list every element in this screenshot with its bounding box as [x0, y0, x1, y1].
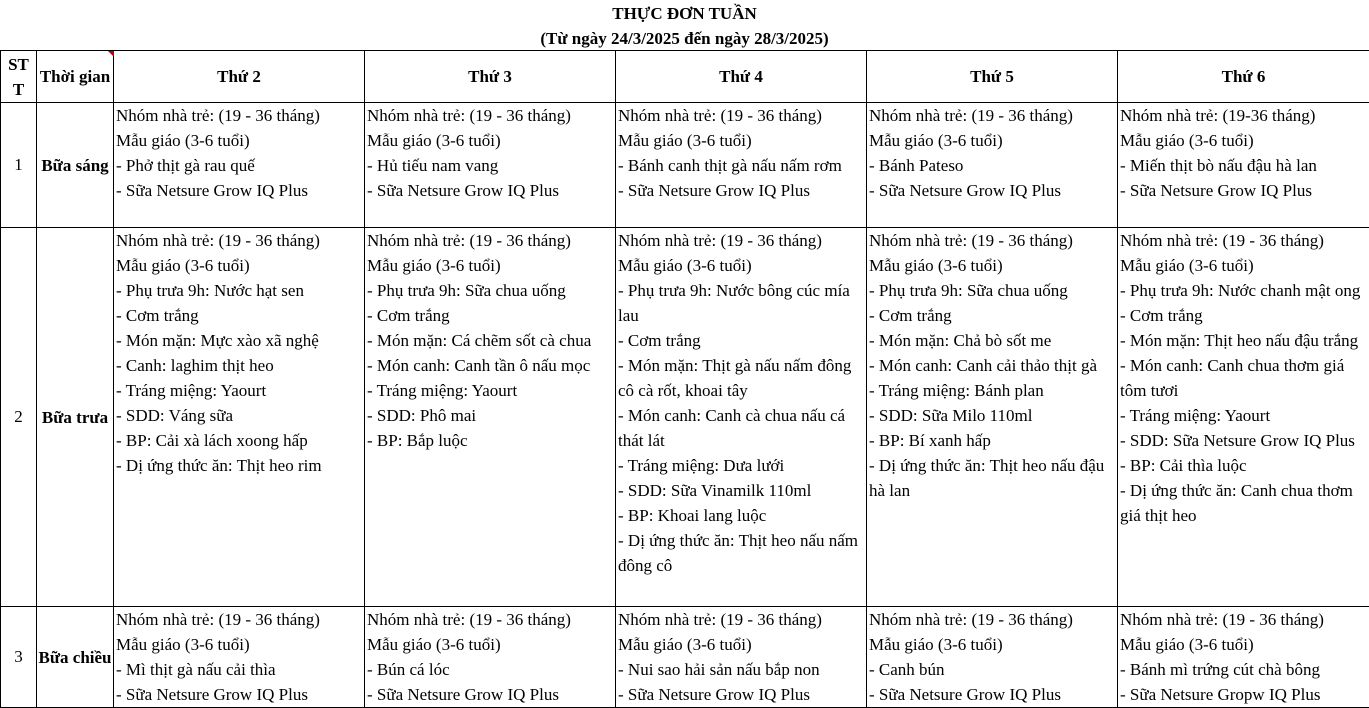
menu-line: - SDD: Váng sữa [116, 403, 362, 428]
menu-line: Nhóm nhà trẻ: (19 - 36 tháng) [116, 607, 362, 632]
menu-line: - Bánh mì trứng cút chà bông [1120, 657, 1367, 682]
menu-line: - Món canh: Canh chua thơm giá tôm tươi [1120, 353, 1367, 403]
header-day-fri: Thứ 6 [1118, 51, 1369, 103]
table-row [1, 103, 1369, 228]
menu-line: - Sữa Netsure Grow IQ Plus [869, 682, 1115, 707]
menu-line: Nhóm nhà trẻ: (19 - 36 tháng) [367, 103, 613, 128]
menu-line: Mẫu giáo (3-6 tuổi) [869, 128, 1115, 153]
row-number: 1 [1, 103, 37, 228]
menu-line: - Sữa Netsure Grow IQ Plus [869, 178, 1115, 203]
menu-line: - Món canh: Canh cải thảo thịt gà [869, 353, 1115, 378]
menu-line: - Hủ tiếu nam vang [367, 153, 613, 178]
menu-line: - SDD: Sữa Vinamilk 110ml [618, 478, 864, 503]
menu-line: - Phụ trưa 9h: Nước hạt sen [116, 278, 362, 303]
menu-line: - Sữa Netsure Grow IQ Plus [1120, 178, 1367, 203]
menu-line: - Phụ trưa 9h: Nước bông cúc mía lau [618, 278, 864, 328]
menu-line: Mẫu giáo (3-6 tuổi) [1120, 632, 1367, 657]
menu-line: - Cơm trắng [1120, 303, 1367, 328]
menu-line: - Tráng miệng: Yaourt [1120, 403, 1367, 428]
menu-line: - Món mặn: Thịt heo nấu đậu trắng [1120, 328, 1367, 353]
menu-line: Mẫu giáo (3-6 tuổi) [116, 128, 362, 153]
menu-line: Nhóm nhà trẻ: (19 - 36 tháng) [869, 228, 1115, 253]
menu-cell-thu [867, 228, 1118, 607]
menu-line: - Phở thịt gà rau quế [116, 153, 362, 178]
menu-line: - BP: Bí xanh hấp [869, 428, 1115, 453]
menu-line: Nhóm nhà trẻ: (19 - 36 tháng) [116, 228, 362, 253]
menu-line: - Dị ứng thức ăn: Thịt heo nấu đậu hà lan [869, 453, 1115, 503]
menu-line: - Sữa Netsure Grow IQ Plus [116, 178, 362, 203]
menu-line: Nhóm nhà trẻ: (19 - 36 tháng) [367, 607, 613, 632]
header-day-wed: Thứ 4 [616, 51, 867, 103]
menu-line: - Sữa Netsure Gropw IQ Plus [1120, 682, 1367, 707]
menu-line: - Món mặn: Thịt gà nấu nấm đông cô cà rốt, khoai tây [618, 353, 864, 403]
menu-line: Nhóm nhà trẻ: (19 - 36 tháng) [618, 228, 864, 253]
menu-line: - Dị ứng thức ăn: Thịt heo nấu nấm đông cô [618, 528, 864, 578]
menu-line: Mẫu giáo (3-6 tuổi) [116, 253, 362, 278]
menu-line: - Tráng miệng: Yaourt [116, 378, 362, 403]
menu-line: - Canh bún [869, 657, 1115, 682]
menu-line: - Bánh canh thịt gà nấu nấm rơm [618, 153, 864, 178]
menu-line: - Phụ trưa 9h: Nước chanh mật ong [1120, 278, 1367, 303]
menu-line: - BP: Khoai lang luộc [618, 503, 864, 528]
header-day-thu: Thứ 5 [867, 51, 1118, 103]
menu-cell-mon [114, 228, 365, 607]
menu-cell-wed [616, 607, 867, 708]
menu-line: - SDD: Sữa Netsure Grow IQ Plus [1120, 428, 1367, 453]
menu-line: - Phụ trưa 9h: Sữa chua uống [869, 278, 1115, 303]
menu-line: - BP: Cải xà lách xoong hấp [116, 428, 362, 453]
menu-cell-fri [1118, 103, 1369, 228]
menu-cell-fri [1118, 228, 1369, 607]
menu-line: - Tráng miệng: Dưa lưới [618, 453, 864, 478]
row-number: 2 [1, 228, 37, 607]
menu-line: - Mì thịt gà nấu cải thìa [116, 657, 362, 682]
menu-cell-mon [114, 607, 365, 708]
menu-line: - SDD: Sữa Milo 110ml [869, 403, 1115, 428]
menu-line: Mẫu giáo (3-6 tuổi) [367, 632, 613, 657]
menu-line: - Món mặn: Chả bò sốt me [869, 328, 1115, 353]
menu-cell-wed [616, 228, 867, 607]
row-number: 3 [1, 607, 37, 708]
menu-line: - Cơm trắng [367, 303, 613, 328]
menu-title: THỰC ĐƠN TUẦN [0, 4, 1369, 24]
menu-line: - Dị ứng thức ăn: Thịt heo rim [116, 453, 362, 478]
menu-line: Mẫu giáo (3-6 tuổi) [1120, 253, 1367, 278]
menu-line: - Sữa Netsure Grow IQ Plus [618, 178, 864, 203]
menu-line: Nhóm nhà trẻ: (19 - 36 tháng) [618, 103, 864, 128]
menu-line: Nhóm nhà trẻ: (19 - 36 tháng) [618, 607, 864, 632]
header-day-tue: Thứ 3 [365, 51, 616, 103]
weekly-menu-table [0, 50, 1369, 708]
menu-line: - Sữa Netsure Grow IQ Plus [618, 682, 864, 707]
menu-line: Mẫu giáo (3-6 tuổi) [618, 253, 864, 278]
menu-line: Nhóm nhà trẻ: (19-36 tháng) [1120, 103, 1367, 128]
menu-line: Nhóm nhà trẻ: (19 - 36 tháng) [1120, 228, 1367, 253]
menu-line: - Tráng miệng: Bánh plan [869, 378, 1115, 403]
menu-line: Nhóm nhà trẻ: (19 - 36 tháng) [869, 607, 1115, 632]
menu-line: - BP: Cải thìa luộc [1120, 453, 1367, 478]
menu-date-range: (Từ ngày 24/3/2025 đến ngày 28/3/2025) [0, 29, 1369, 49]
menu-line: Nhóm nhà trẻ: (19 - 36 tháng) [116, 103, 362, 128]
meal-name: Bữa sáng [37, 103, 114, 228]
menu-line: - Nui sao hải sản nấu bắp non [618, 657, 864, 682]
menu-line: Nhóm nhà trẻ: (19 - 36 tháng) [367, 228, 613, 253]
menu-line: - Cơm trắng [116, 303, 362, 328]
menu-line: - Sữa Netsure Grow IQ Plus [116, 682, 362, 707]
menu-line: Mẫu giáo (3-6 tuổi) [869, 632, 1115, 657]
menu-line: Mẫu giáo (3-6 tuổi) [1120, 128, 1367, 153]
menu-cell-thu [867, 607, 1118, 708]
menu-line: - Món mặn: Cá chẽm sốt cà chua [367, 328, 613, 353]
menu-line: - Món mặn: Mực xào xã nghệ [116, 328, 362, 353]
menu-line: Mẫu giáo (3-6 tuổi) [869, 253, 1115, 278]
menu-line: Mẫu giáo (3-6 tuổi) [367, 253, 613, 278]
menu-line: - BP: Bắp luộc [367, 428, 613, 453]
menu-line: - Cơm trắng [869, 303, 1115, 328]
menu-line: - Canh: laghim thịt heo [116, 353, 362, 378]
menu-line: Nhóm nhà trẻ: (19 - 36 tháng) [869, 103, 1115, 128]
comment-indicator-icon [108, 51, 114, 57]
menu-line: - Cơm trắng [618, 328, 864, 353]
meal-name: Bữa trưa [37, 228, 114, 607]
menu-line: - Phụ trưa 9h: Sữa chua uống [367, 278, 613, 303]
menu-cell-thu [867, 103, 1118, 228]
header-stt: ST T [1, 51, 37, 103]
menu-line: - Sữa Netsure Grow IQ Plus [367, 178, 613, 203]
header-day-mon: Thứ 2 [114, 51, 365, 103]
menu-line: Mẫu giáo (3-6 tuổi) [618, 128, 864, 153]
menu-line: Mẫu giáo (3-6 tuổi) [618, 632, 864, 657]
header-row [1, 51, 1369, 103]
menu-line: - Bún cá lóc [367, 657, 613, 682]
menu-cell-tue [365, 103, 616, 228]
menu-line: Nhóm nhà trẻ: (19 - 36 tháng) [1120, 607, 1367, 632]
menu-line: - Sữa Netsure Grow IQ Plus [367, 682, 613, 707]
menu-line: - Miến thịt bò nấu đậu hà lan [1120, 153, 1367, 178]
menu-line: - Món canh: Canh cà chua nấu cá thát lát [618, 403, 864, 453]
header-time: Thời gian [37, 51, 114, 103]
menu-line: Mẫu giáo (3-6 tuổi) [116, 632, 362, 657]
menu-cell-mon [114, 103, 365, 228]
table-row [1, 228, 1369, 607]
menu-line: - Món canh: Canh tần ô nấu mọc [367, 353, 613, 378]
table-row [1, 607, 1369, 708]
meal-name: Bữa chiều [37, 607, 114, 708]
menu-line: - Tráng miệng: Yaourt [367, 378, 613, 403]
menu-line: - SDD: Phô mai [367, 403, 613, 428]
menu-line: Mẫu giáo (3-6 tuổi) [367, 128, 613, 153]
menu-cell-tue [365, 228, 616, 607]
menu-cell-wed [616, 103, 867, 228]
menu-cell-fri [1118, 607, 1369, 708]
menu-line: - Bánh Pateso [869, 153, 1115, 178]
menu-cell-tue [365, 607, 616, 708]
menu-line: - Dị ứng thức ăn: Canh chua thơm giá thịt heo [1120, 478, 1367, 528]
